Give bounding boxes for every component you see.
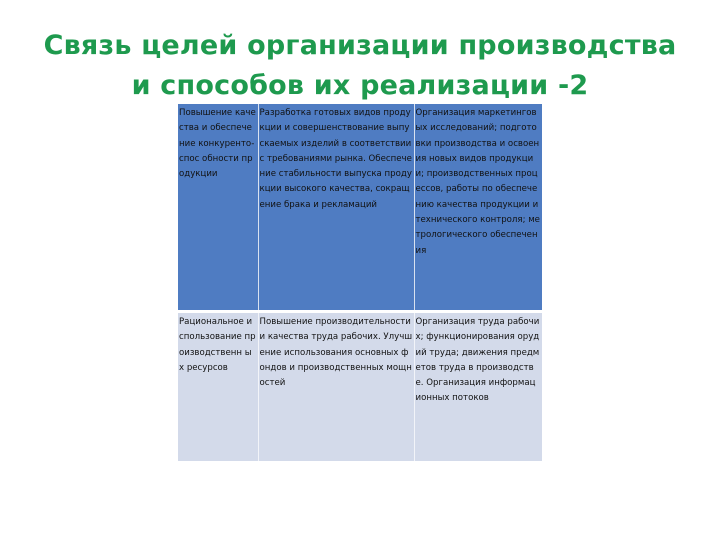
goal-cell xyxy=(178,104,258,310)
method-cell xyxy=(258,313,414,461)
title-line-1: Связь целей организации производства xyxy=(43,30,677,61)
method-cell xyxy=(258,104,414,310)
table-row xyxy=(178,313,542,461)
method-text: Разработка готовых видов продукции и совершенствование выпускаемых изделий в соответствии с требованиями рынка. Обеспечение стабильности выпуска продукции высокого качества, сокращение брака и рекламаций xyxy=(259,108,412,210)
method-text: Повышение производительности и качества труда рабочих. Улучшение использования основных фондов и производственных мощностей xyxy=(259,317,413,389)
organization-cell xyxy=(414,313,542,461)
title-line-2: и способов их реализации -2 xyxy=(131,70,589,101)
organization-text: Организация труда рабочих; функционирования орудий труда; движения предметов труда в производстве. Организация информационных потоков xyxy=(415,317,540,404)
slide-title xyxy=(0,26,720,106)
organization-cell xyxy=(414,104,542,310)
organization-text: Организация маркетинговых исследований; подготовки производства и освоения новых видов продукции; производственных процессов, работы по обеспечению качества продукции и технического контроля; метрологического обеспечения xyxy=(415,108,540,256)
goal-cell xyxy=(178,313,258,461)
goal-text: Рациональное использование производственн ых ресурсов xyxy=(179,317,256,373)
goals-methods-table xyxy=(178,104,542,461)
table-row xyxy=(178,104,542,310)
goal-text: Повышение качества и обеспечение конкуренто-спос обности продукции xyxy=(179,108,256,180)
